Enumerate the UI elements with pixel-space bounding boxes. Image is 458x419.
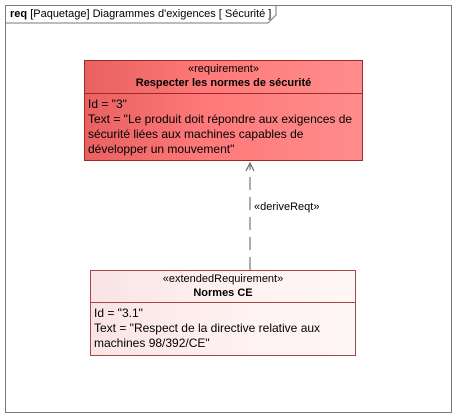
requirement-text-line: sécurité liées aux machines capables de	[88, 127, 304, 141]
stereotype-label: «extendedRequirement»	[162, 273, 284, 285]
requirement-properties	[91, 303, 355, 351]
requirement-properties	[85, 94, 362, 157]
derive-reqt-label: «deriveReqt»	[254, 201, 320, 213]
requirement-name: Normes CE	[193, 287, 253, 299]
stereotype-label: «requirement»	[188, 63, 259, 75]
frame-kind: req	[10, 8, 28, 20]
requirement-text-line: développer un mouvement"	[88, 142, 235, 156]
frame-title-text: [Paquetage] Diagrammes d'exigences [ Sécurité ]	[30, 8, 272, 20]
requirement-text-line: Text = "Respect de la directive relative aux	[94, 321, 321, 335]
requirement-id: Id = "3"	[88, 97, 127, 111]
requirement-text-line: machines 98/392/CE"	[94, 336, 210, 350]
requirement-name: Respecter les normes de sécurité	[135, 77, 312, 89]
requirement-box-extended[interactable]	[90, 270, 356, 356]
requirement-header	[91, 271, 355, 303]
requirement-box-main[interactable]	[84, 60, 363, 161]
requirement-header	[85, 61, 362, 94]
requirement-text-line: Text = "Le produit doit répondre aux exigences de	[88, 112, 353, 126]
requirement-id: Id = "3.1"	[94, 306, 143, 320]
